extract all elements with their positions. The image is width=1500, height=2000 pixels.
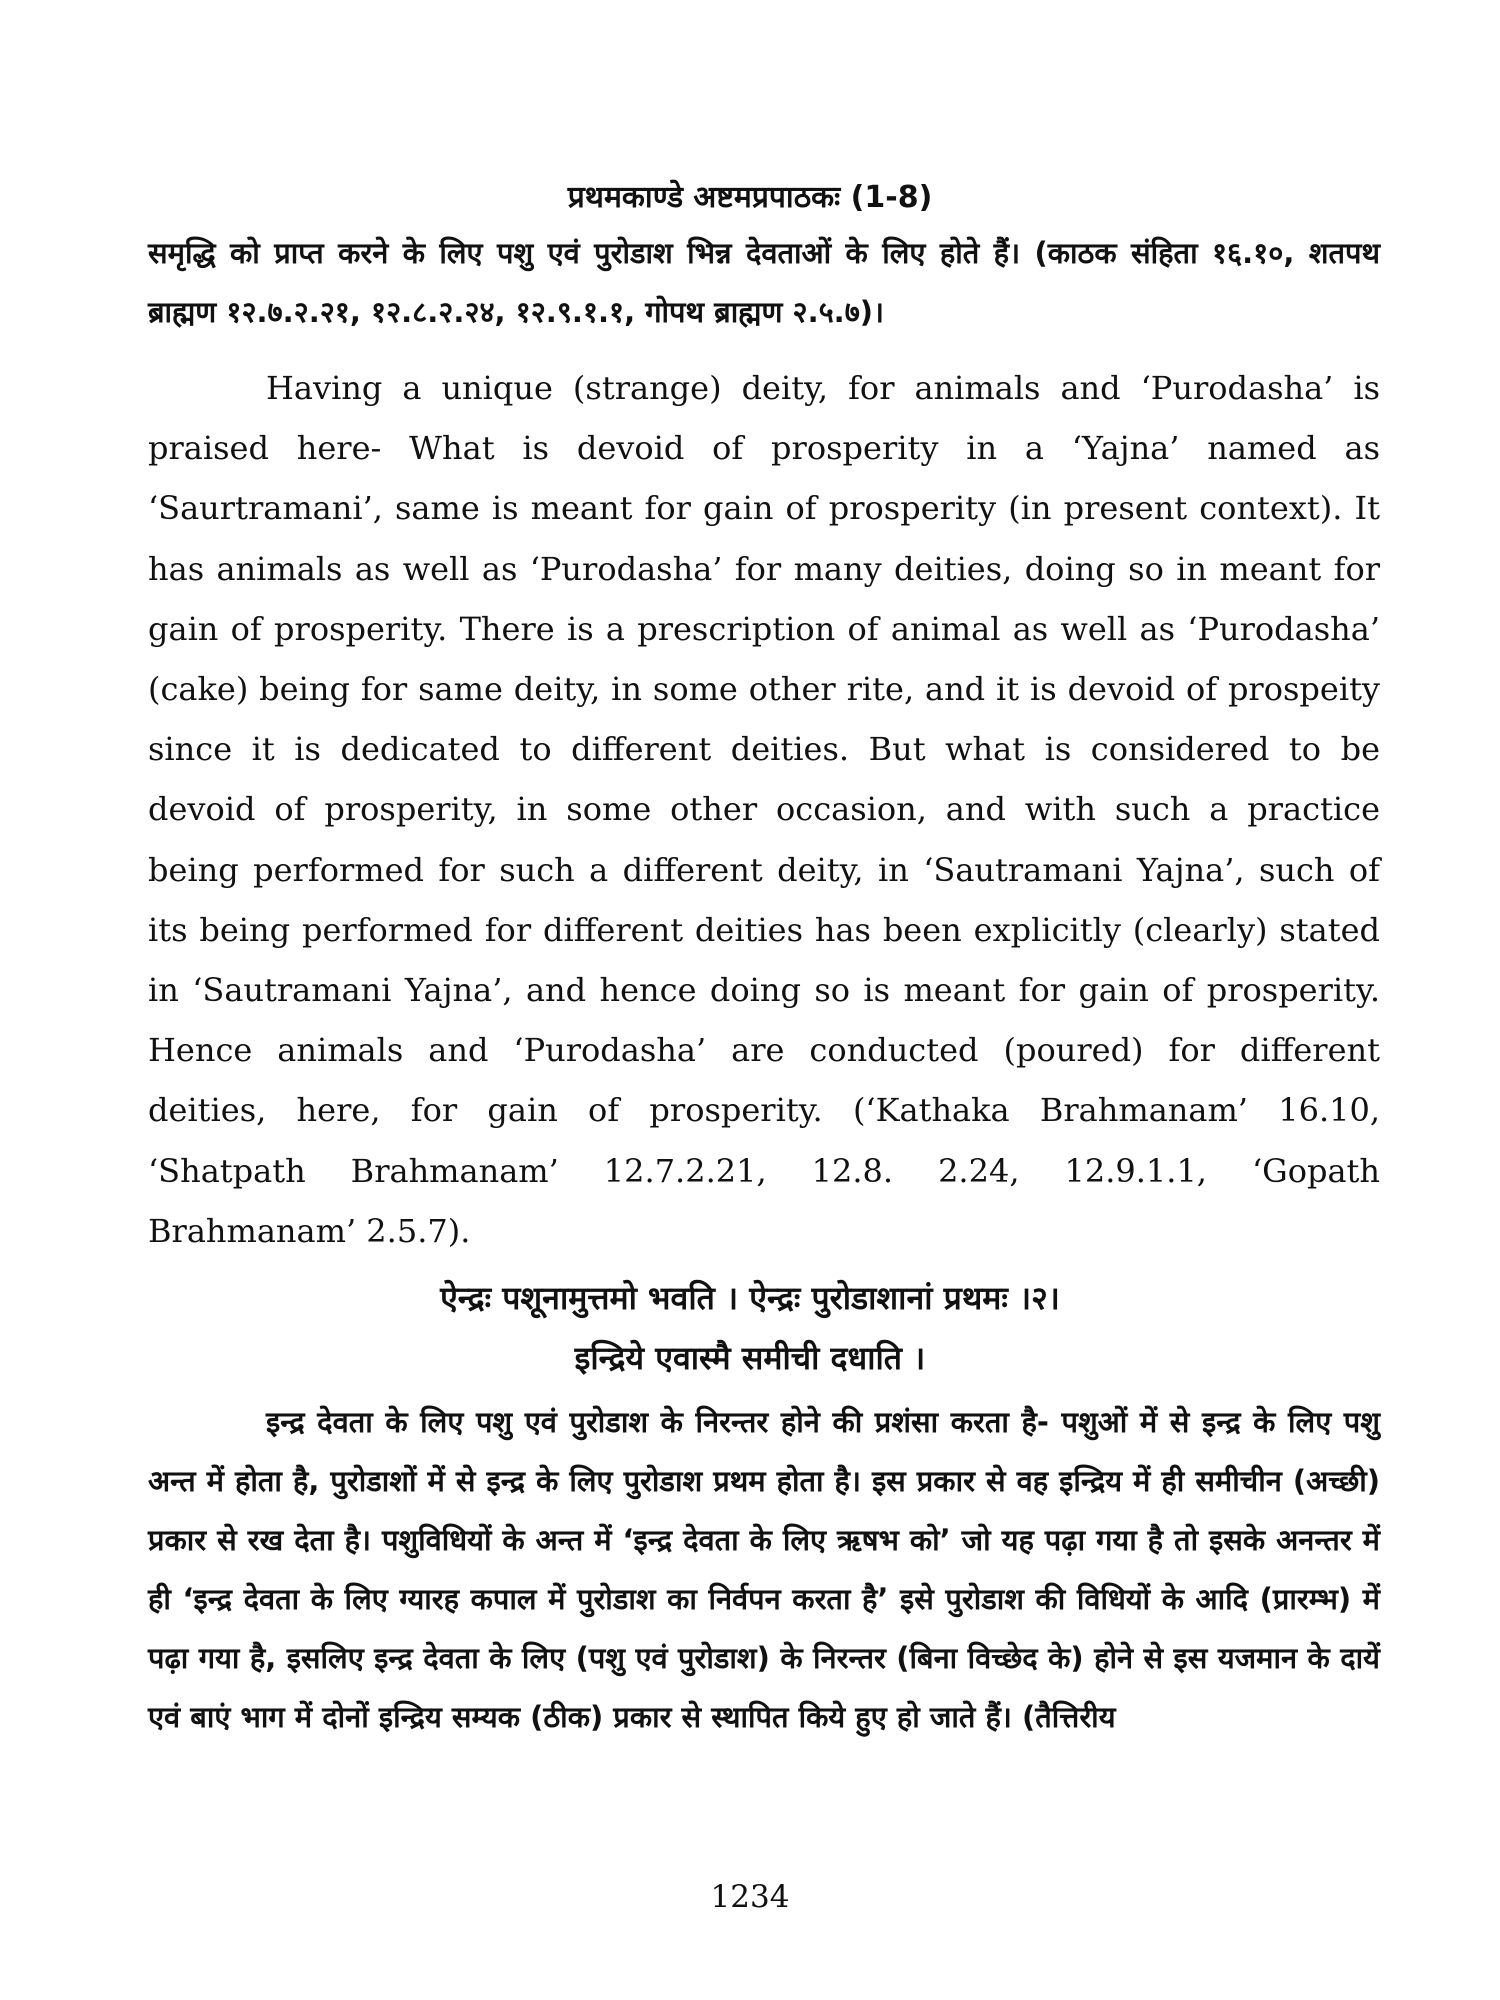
sanskrit-verse-line-1: ऐन्द्रः पशूनामुत्तमो भवति । ऐन्द्रः पुरोडाशानां प्रथमः ।२।: [440, 1279, 1060, 1317]
english-translation-paragraph: Having a unique (strange) deity, for animals and ‘Purodasha’ is praised here- What is devoid of prosperity in a ‘Yajna’ named as ‘Saurtramani’, same is meant for gain of prosperity (in present context). It has animals as well as ‘Purodasha’ for many deities, doing so in meant for gain of prosperity. There is a prescription of animal as well as ‘Purodasha’ (cake) being for same deity, in some other rite, and it is devoid of prospeity since it is dedicated to different deities. But what is considered to be devoid of prosperity, in some other occasion, and with such a practice being performed for such a different deity, in ‘Sautramani Yajna’, such of its being performed for different deities has been explicitly (clearly) stated in ‘Sautramani Yajna’, and hence doing so is meant for gain of prosperity. Hence animals and ‘Purodasha’ are conducted (poured) for different deities, here, for gain of prosperity. (‘Kathaka Brahmanam’ 16.10, ‘Shatpath Brahmanam’ 12.7.2.21, 12.8. 2.24, 12.9.1.1, ‘Gopath Brahmanam’ 2.5.7).: [148, 369, 1380, 1250]
hindi-commentary-paragraph: इन्द्र देवता के लिए पशु एवं पुरोडाश के निरन्तर होने की प्रशंसा करता है- पशुओं में से इन्द्र के लिए पशु अन्त में होता है, पुरोडाशों में से इन्द्र के लिए पुरोडाश प्रथम होता है। इस प्रकार से वह इन्द्रिय में ही समीचीन (अच्छी) प्रकार से रख देता है। पशुविधियों के अन्त में ‘इन्द्र देवता के लिए ऋषभ को’ जो यह पढ़ा गया है तो इसके अनन्तर में ही ‘इन्द्र देवता के लिए ग्यारह कपाल में पुरोडाश का निर्वपन करता है’ इसे पुरोडाश की विधियों के आदि (प्रारम्भ) में पढ़ा गया है, इसलिए इन्द्र देवता के लिए (पशु एवं पुरोडाश) के निरन्तर (बिना विच्छेद के) होने से इस यजमान के दायें एवं बाएं भाग में दोनों इन्द्रिय सम्यक (ठीक) प्रकार से स्थापित किये हुए हो जाते हैं। (तैत्तिरीय: [148, 1405, 1380, 1734]
page-number: 1234: [710, 1879, 790, 1915]
running-header: प्रथमकाण्डे अष्टमप्रपाठकः (1-8): [567, 180, 933, 215]
sanskrit-verse-line-2: इन्द्रिये एवास्मै समीची दधाति ।: [574, 1339, 926, 1377]
hindi-summary-paragraph: समृद्धि को प्राप्त करने के लिए पशु एवं पुरोडाश भिन्न देवताओं के लिए होते हैं। (काठक संहिता १६.१०, शतपथ ब्राह्मण १२.७.२.२१, १२.८.२.२४, १२.९.१.१, गोपथ ब्राह्मण २.५.७)।: [148, 236, 1380, 329]
